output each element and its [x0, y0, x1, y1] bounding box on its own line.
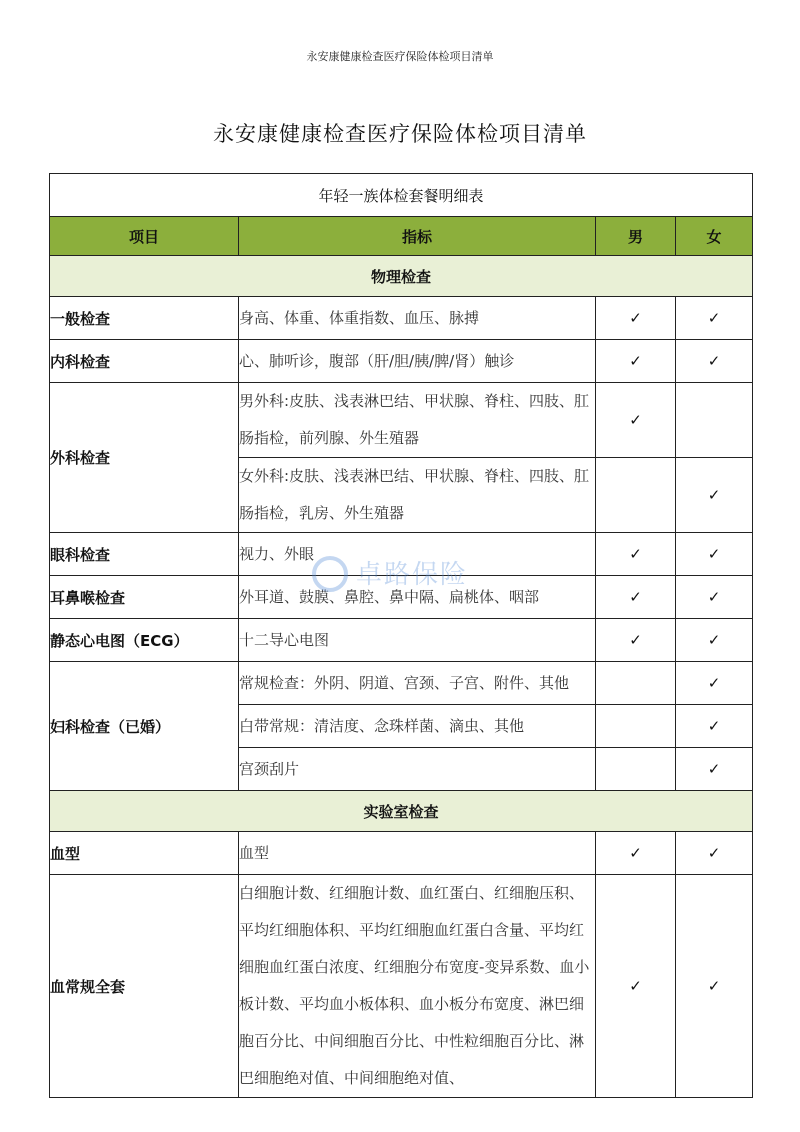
indicator-cell: 男外科:皮肤、浅表淋巴结、甲状腺、脊柱、四肢、肛肠指检，前列腺、外生殖器 [239, 383, 596, 458]
check-mark-icon: ✓ [707, 309, 721, 327]
male-check-cell [596, 748, 676, 791]
column-header-row [50, 217, 753, 256]
table-row [50, 832, 753, 875]
item-cell: 妇科检查（已婚） [50, 662, 239, 791]
check-mark-icon: ✓ [629, 631, 642, 649]
male-check-cell [596, 832, 676, 875]
female-check-cell [676, 533, 753, 576]
section-row [50, 256, 753, 297]
table-row [50, 662, 753, 705]
female-check-cell [676, 705, 753, 748]
indicator-cell: 白带常规：清洁度、念珠样菌、滴虫、其他 [239, 705, 596, 748]
indicator-cell: 心、肺听诊，腹部（肝/胆/胰/脾/肾）触诊 [239, 340, 596, 383]
male-check-cell [596, 383, 676, 458]
check-mark-icon: ✓ [629, 309, 642, 327]
item-cell: 一般检查 [50, 297, 239, 340]
check-mark-icon: ✓ [707, 631, 721, 649]
item-cell: 眼科检查 [50, 533, 239, 576]
table-row [50, 383, 753, 458]
item-cell: 血常规全套 [50, 875, 239, 1098]
check-mark-icon: ✓ [629, 977, 642, 995]
male-check-cell [596, 875, 676, 1098]
indicator-cell: 血型 [239, 832, 596, 875]
check-mark-icon: ✓ [629, 411, 642, 429]
indicator-cell: 视力、外眼 [239, 533, 596, 576]
male-check-cell [596, 576, 676, 619]
table-row [50, 297, 753, 340]
table-row [50, 340, 753, 383]
item-cell: 静态心电图（ECG） [50, 619, 239, 662]
section-title: 实验室检查 [50, 791, 753, 832]
male-check-cell [596, 458, 676, 533]
check-mark-icon: ✓ [707, 844, 721, 862]
watermark-text: 卓路保险 [356, 560, 469, 590]
indicator-cell: 宫颈刮片 [239, 748, 596, 791]
column-header-male: 男 [596, 217, 676, 256]
column-header-item: 项目 [50, 217, 239, 256]
column-header-indicator: 指标 [239, 217, 596, 256]
check-mark-icon: ✓ [629, 588, 642, 606]
female-check-cell [676, 619, 753, 662]
table-title: 年轻一族体检套餐明细表 [50, 174, 753, 217]
female-check-cell [676, 576, 753, 619]
table-row [50, 619, 753, 662]
female-check-cell [676, 340, 753, 383]
indicator-cell: 女外科:皮肤、浅表淋巴结、甲状腺、脊柱、四肢、肛肠指检，乳房、外生殖器 [239, 458, 596, 533]
table-row [50, 533, 753, 576]
item-cell: 耳鼻喉检查 [50, 576, 239, 619]
document-title: 永安康健康检查医疗保险体检项目清单 [213, 122, 587, 146]
check-mark-icon: ✓ [707, 352, 721, 370]
section-row [50, 791, 753, 832]
female-check-cell [676, 832, 753, 875]
indicator-cell: 十二导心电图 [239, 619, 596, 662]
male-check-cell [596, 619, 676, 662]
indicator-cell: 常规检查：外阴、阴道、宫颈、子宫、附件、其他 [239, 662, 596, 705]
check-mark-icon: ✓ [629, 352, 642, 370]
female-check-cell [676, 297, 753, 340]
check-mark-icon: ✓ [707, 674, 721, 692]
female-check-cell [676, 875, 753, 1098]
check-mark-icon: ✓ [629, 844, 642, 862]
running-header: 永安康健康检查医疗保险体检项目清单 [306, 50, 494, 63]
item-cell: 血型 [50, 832, 239, 875]
item-cell: 内科检查 [50, 340, 239, 383]
male-check-cell [596, 297, 676, 340]
female-check-cell [676, 662, 753, 705]
item-cell: 外科检查 [50, 383, 239, 533]
check-mark-icon: ✓ [629, 545, 642, 563]
section-title: 物理检查 [50, 256, 753, 297]
check-mark-icon: ✓ [707, 588, 721, 606]
table-title-row [50, 174, 753, 217]
table-row [50, 576, 753, 619]
female-check-cell [676, 383, 753, 458]
female-check-cell [676, 748, 753, 791]
check-mark-icon: ✓ [707, 760, 721, 778]
check-mark-icon: ✓ [707, 486, 721, 504]
female-check-cell [676, 458, 753, 533]
indicator-cell: 外耳道、鼓膜、鼻腔、鼻中隔、扁桃体、咽部 [239, 576, 596, 619]
male-check-cell [596, 533, 676, 576]
male-check-cell [596, 662, 676, 705]
male-check-cell [596, 340, 676, 383]
checkup-table [49, 173, 753, 1098]
table-row [50, 875, 753, 1098]
male-check-cell [596, 705, 676, 748]
indicator-cell: 身高、体重、体重指数、血压、脉搏 [239, 297, 596, 340]
column-header-female: 女 [676, 217, 753, 256]
check-mark-icon: ✓ [707, 545, 721, 563]
check-mark-icon: ✓ [707, 977, 721, 995]
indicator-cell: 白细胞计数、红细胞计数、血红蛋白、红细胞压积、平均红细胞体积、平均红细胞血红蛋白含量、平均红细胞血红蛋白浓度、红细胞分布宽度-变异系数、血小板计数、平均血小板体积、血小板分布宽度、淋巴细胞百分比、中间细胞百分比、中性粒细胞百分比、淋巴细胞绝对值、中间细胞绝对值、 [239, 875, 596, 1098]
check-mark-icon: ✓ [707, 717, 721, 735]
